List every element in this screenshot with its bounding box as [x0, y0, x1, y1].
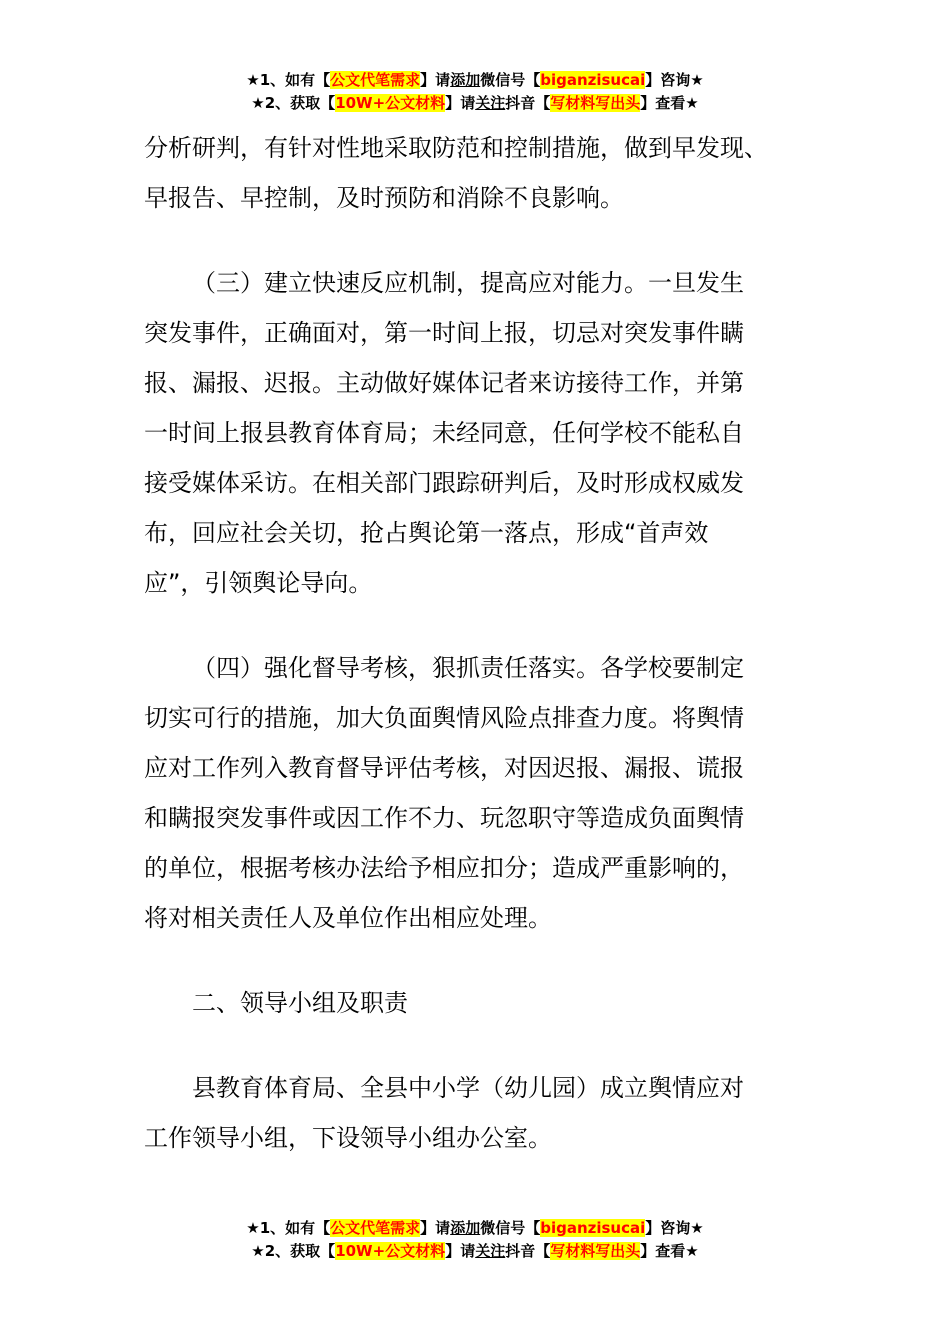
paragraph-leadership-group: 县教育体育局、全县中小学（幼儿园）成立舆情应对 工作领导小组，下设领导小组办公室。 [144, 1074, 744, 1152]
banner-highlight: 写材料写出头 [550, 94, 641, 112]
banner-line-2: ★2、获取【10W+公文材料】请关注抖音【写材料写出头】查看★ [251, 94, 699, 112]
banner-line-2: ★2、获取【10W+公文材料】请关注抖音【写材料写出头】查看★ [251, 1242, 699, 1260]
banner-highlight: 10W+公文材料 [335, 1242, 446, 1260]
section-heading-leadership: 二、领导小组及职责 [192, 989, 408, 1017]
paragraph-rapid-response: （三）建立快速反应机制，提高应对能力。一旦发生 突发事件，正确面对，第一时间上报，切忌对突发事件瞒 报、漏报、迟报。主动做好媒体记者来访接待工作，并第 一时间上报县教育体育局；未经同意，任何学校不能私自 接受媒体采访。在相关部门跟踪研判后，及时形成权威发 布，回应社会关切，抢占舆论第一落点，形成“首声效 应”，引领舆论导向。 [144, 269, 744, 597]
document-body [144, 123, 804, 1198]
banner-highlight: biganzisucai [540, 71, 646, 89]
banner-highlight: 写材料写出头 [550, 1242, 641, 1260]
banner-highlight: 10W+公文材料 [335, 94, 446, 112]
banner-highlight: 公文代笔需求 [330, 1219, 421, 1237]
header-banner [0, 69, 950, 115]
footer-banner [0, 1217, 950, 1263]
paragraph-supervision: （四）强化督导考核，狠抓责任落实。各学校要制定 切实可行的措施，加大负面舆情风险点排查力度。将舆情 应对工作列入教育督导评估考核，对因迟报、漏报、谎报 和瞒报突发事件或因工作不力、玩忽职守等造成负面舆情 的单位，根据考核办法给予相应扣分；造成严重影响的， 将对相关责任人及单位作出相应处理。 [144, 654, 744, 932]
banner-highlight: 公文代笔需求 [330, 71, 421, 89]
banner-line-1: ★1、如有【公文代笔需求】请添加微信号【biganzisucai】咨询★ [246, 1219, 704, 1237]
banner-line-1: ★1、如有【公文代笔需求】请添加微信号【biganzisucai】咨询★ [246, 71, 704, 89]
banner-highlight: biganzisucai [540, 1219, 646, 1237]
paragraph-continuation: 分析研判，有针对性地采取防范和控制措施，做到早发现、 早报告、早控制，及时预防和消除不良影响。 [144, 134, 768, 212]
